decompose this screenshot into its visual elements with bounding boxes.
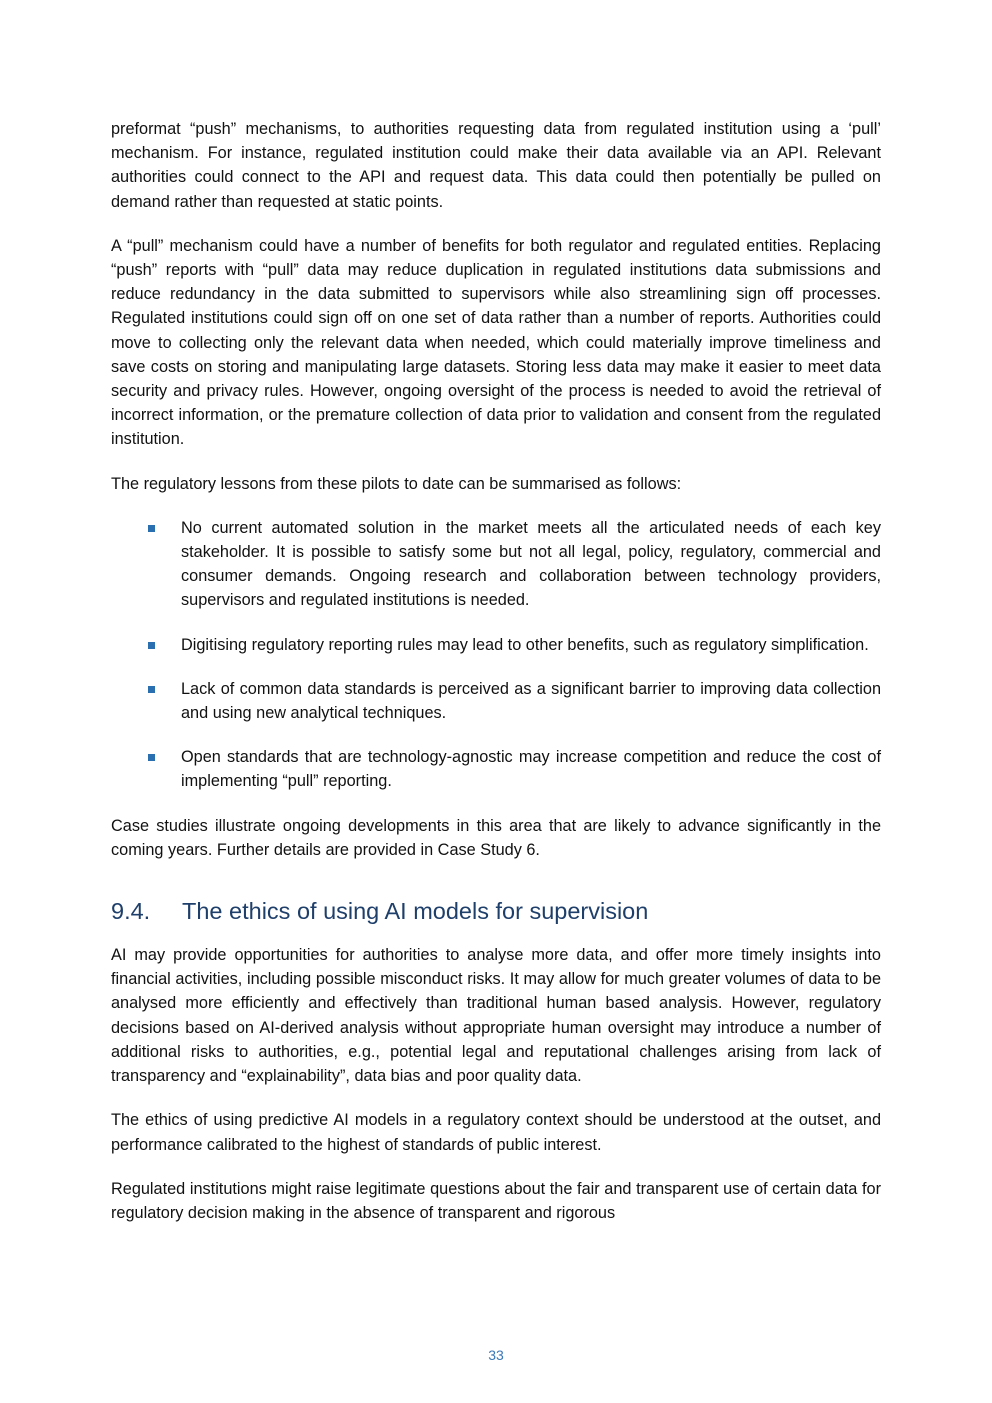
list-item-text: Open standards that are technology-agnostic may increase competition and reduce the cost of implementing “pull” reporting. [181,748,881,791]
square-bullet-icon [148,642,155,649]
square-bullet-icon [148,525,155,532]
paragraph-regulated-institutions: Regulated institutions might raise legitimate questions about the fair and transparent use of certain data for regulatory decision making in the absence of transparent and rigorous [111,1179,881,1222]
list-item [111,677,881,725]
paragraph-pull-benefits: A “pull” mechanism could have a number of benefits for both regulator and regulated entities. Replacing “push” reports with “pull” data may reduce duplication in regulated institutions data submissions and reduce redundancy in the data submitted to supervisors while also streamlining sign off processes. Regulated institutions could sign off on one set of data rather than a number of reports. Authorities could move to collecting only the relevant data when needed, which could materially improve timeliness and save costs on storing and manipulating large datasets. Storing less data may make it easier to meet data security and privacy rules. However, ongoing oversight of the process is needed to avoid the retrieval of incorrect information, or the premature collection of data prior to validation and consent from the regulated institution. [111,236,881,449]
list-item [111,633,881,657]
square-bullet-icon [148,686,155,693]
paragraph-case-studies: Case studies illustrate ongoing developments in this area that are likely to advance significantly in the coming years. Further details are provided in Case Study 6. [111,816,881,859]
list-item-text: Lack of common data standards is perceived as a significant barrier to improving data collection and using new analytical techniques. [181,679,881,723]
paragraph-ai-opportunities: AI may provide opportunities for authorities to analyse more data, and offer more timely insights into financial activities, including possible misconduct risks. It may allow for much greater volumes of data to be analysed more efficiently and effectively than traditional human based analysis. However, regulatory decisions based on AI-derived analysis without appropriate human oversight may introduce a number of additional risks to authorities, e.g., potential legal and reputational challenges arising from lack of transparency and “explainability”, data bias and poor quality data. [111,946,881,1086]
page-content [111,117,881,1225]
paragraph-lessons-intro: The regulatory lessons from these pilots to date can be summarised as follows: [111,474,682,493]
page-number: 33 [488,1347,504,1363]
section-title: The ethics of using AI models for supervision [182,898,649,925]
lessons-bullet-list [111,516,881,794]
list-item-text: No current automated solution in the market meets all the articulated needs of each key stakeholder. It is possible to satisfy some but not all legal, policy, regulatory, commercial and consumer demands. Ongoing research and collaboration between technology providers, supervisors and regulated institutions is needed. [181,518,881,610]
paragraph-ai-ethics: The ethics of using predictive AI models in a regulatory context should be understood at the outset, and performance calibrated to the highest of standards of public interest. [111,1111,881,1154]
section-number: 9.4. [111,898,151,925]
list-item [111,745,881,793]
square-bullet-icon [148,754,155,761]
list-item [111,516,881,613]
section-heading [111,896,881,926]
list-item-text: Digitising regulatory reporting rules may lead to other benefits, such as regulatory simplification. [181,635,869,654]
paragraph-push-pull-intro: preformat “push” mechanisms, to authorities requesting data from regulated institution using a ‘pull’ mechanism. For instance, regulated institution could make their data available via an API. Relevant authorities could connect to the API and request data. This data could then potentially be pulled on demand rather than requested at static points. [111,120,881,211]
